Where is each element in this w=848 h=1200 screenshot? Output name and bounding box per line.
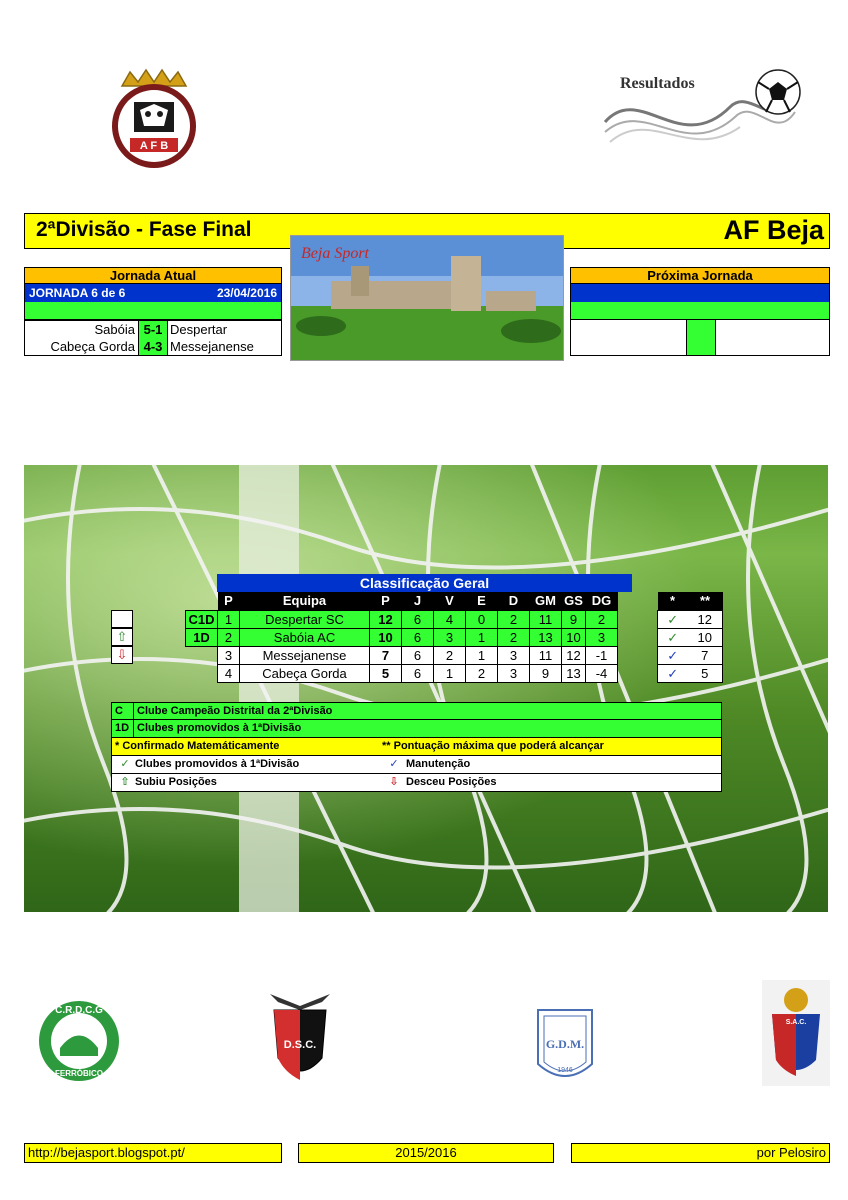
table-row [186,646,618,664]
arrow-up-icon: ⇧ [120,776,130,788]
club-badge-ferrobico [36,998,122,1089]
current-round-header: Jornada Atual [24,267,282,284]
current-round-green-band [24,302,282,320]
match-home-team: Sabóia [24,321,138,338]
row-goal-diff: 2 [586,610,618,628]
match-row [24,320,282,338]
results-logo [600,62,810,157]
table-row [186,664,618,682]
legend-row [111,756,722,774]
legend-row [111,738,722,756]
match-home-team: Cabeça Gorda [24,338,138,355]
legend-row [111,774,722,792]
row-goals-against: 9 [562,610,586,628]
row-team: Sabóia AC [240,628,370,646]
next-away-cell [716,320,829,355]
col-max-points: ** [688,592,723,610]
col-draws: E [466,592,498,610]
max-points: 10 [688,628,723,646]
check-icon: ✓ [658,628,688,646]
arrow-down-icon: ⇩ [389,776,399,788]
footer-url[interactable]: http://bejasport.blogspot.pt/ [24,1143,282,1163]
match-score: 5-1 [138,321,168,338]
svg-text:1946: 1946 [557,1067,573,1074]
row-points: 5 [370,664,402,682]
club-badge-saboia [762,980,830,1091]
next-round-info [570,284,830,302]
table-row [186,610,618,628]
check-icon: ✓ [658,610,688,628]
classification-title: Classificação Geral [217,574,632,592]
legend-code: C [112,703,134,719]
legend-text: Clube Campeão Distrital da 2ªDivisão [137,705,333,717]
row-losses: 3 [498,664,530,682]
row-draws: 1 [466,646,498,664]
row-losses: 2 [498,628,530,646]
legend-text: Clubes promovidos à 1ªDivisão [137,722,302,734]
classification-table [185,592,618,683]
col-team: Equipa [240,592,370,610]
trend-box [111,610,133,628]
col-confirmed: * [658,592,688,610]
row-team: Cabeça Gorda [240,664,370,682]
row-goal-diff: -4 [586,664,618,682]
row-wins: 2 [434,646,466,664]
svg-text:S.A.C.: S.A.C. [785,1019,807,1026]
row-goals-against: 10 [562,628,586,646]
row-goals-for: 9 [530,664,562,682]
svg-text:A F B: A F B [139,140,169,152]
match-away-team: Messejanense [168,338,282,355]
row-pos: 4 [218,664,240,682]
confirmation-header-row [658,592,723,610]
match-score: 4-3 [138,338,168,355]
beja-castle-photo [290,235,564,361]
legend-text: Clubes promovidos à 1ªDivisão [135,758,300,770]
row-points: 12 [370,610,402,628]
match-row [24,338,282,356]
col-points: P [370,592,402,610]
next-score-cell [686,320,716,355]
max-points: 7 [688,646,723,664]
row-goals-against: 13 [562,664,586,682]
legend-row [111,702,722,720]
photo-caption: Beja Sport [301,245,369,262]
col-goal-diff: DG [586,592,618,610]
svg-text:C.R.D.C.G: C.R.D.C.G [55,1005,103,1016]
row-losses: 2 [498,610,530,628]
table-header-row [186,592,618,610]
svg-text:D.S.C.: D.S.C. [283,1039,317,1051]
col-goals-against: GS [562,592,586,610]
row-pos: 2 [218,628,240,646]
row-draws: 0 [466,610,498,628]
round-label: JORNADA 6 de 6 [29,286,126,300]
table-row [186,628,618,646]
legend-code: 1D [112,720,134,737]
col-wins: V [434,592,466,610]
legend-text: Subiu Posições [135,776,217,788]
max-points: 5 [688,664,723,682]
association-title: AF Beja [723,215,824,245]
row-wins: 1 [434,664,466,682]
round-date: 23/04/2016 [216,286,277,300]
next-round-green-band [570,302,830,320]
col-played: J [402,592,434,610]
row-team: Messejanense [240,646,370,664]
row-goals-against: 12 [562,646,586,664]
next-round-header: Próxima Jornada [570,267,830,284]
field-background [24,465,828,912]
row-goals-for: 13 [530,628,562,646]
row-draws: 1 [466,628,498,646]
confirmation-row [658,664,723,682]
row-pos: 1 [218,610,240,628]
legend-text: * Confirmado Matemáticamente [115,740,280,752]
check-icon: ✓ [658,664,688,682]
row-tag: 1D [186,628,218,646]
trend-down-icon: ⇩ [111,646,133,664]
division-title: 2ªDivisão - Fase Final [36,218,252,241]
row-tag: C1D [186,610,218,628]
row-goal-diff: -1 [586,646,618,664]
row-played: 6 [402,610,434,628]
svg-text:G.D.M.: G.D.M. [545,1037,585,1051]
confirmation-row [658,610,723,628]
row-points: 7 [370,646,402,664]
row-goal-diff: 3 [586,628,618,646]
footer-author: por Pelosiro [571,1143,830,1163]
row-points: 10 [370,628,402,646]
row-wins: 4 [434,610,466,628]
svg-text:Resultados: Resultados [620,75,695,92]
legend-text: Manutenção [406,758,471,770]
club-badge-gdm [532,1004,598,1095]
col-goals-for: GM [530,592,562,610]
check-green-icon: ✓ [120,758,130,770]
row-played: 6 [402,628,434,646]
row-team: Despertar SC [240,610,370,628]
col-losses: D [498,592,530,610]
current-round-panel [24,267,282,356]
confirmation-row [658,646,723,664]
legend [111,702,722,792]
match-away-team: Despertar [168,321,282,338]
footer-season: 2015/2016 [298,1143,554,1163]
row-draws: 2 [466,664,498,682]
row-pos: 3 [218,646,240,664]
current-round-info [24,284,282,302]
legend-row [111,720,722,738]
legend-text: ** Pontuação máxima que poderá alcançar [382,740,604,752]
row-goals-for: 11 [530,646,562,664]
svg-text:FERRÓBICO: FERRÓBICO [55,1069,103,1078]
check-blue-icon: ✓ [389,758,399,770]
next-round-matches [570,320,830,356]
row-played: 6 [402,646,434,664]
afb-logo [108,68,200,172]
club-badge-despertar [262,988,338,1093]
check-icon: ✓ [658,646,688,664]
row-losses: 3 [498,646,530,664]
confirmation-row [658,628,723,646]
row-played: 6 [402,664,434,682]
next-home-cell [571,320,686,355]
col-pos: P [218,592,240,610]
row-goals-for: 11 [530,610,562,628]
next-round-panel [570,267,830,356]
trend-up-icon: ⇧ [111,628,133,646]
max-points: 12 [688,610,723,628]
row-wins: 3 [434,628,466,646]
legend-text: Desceu Posições [406,776,497,788]
confirmation-table [657,592,723,683]
